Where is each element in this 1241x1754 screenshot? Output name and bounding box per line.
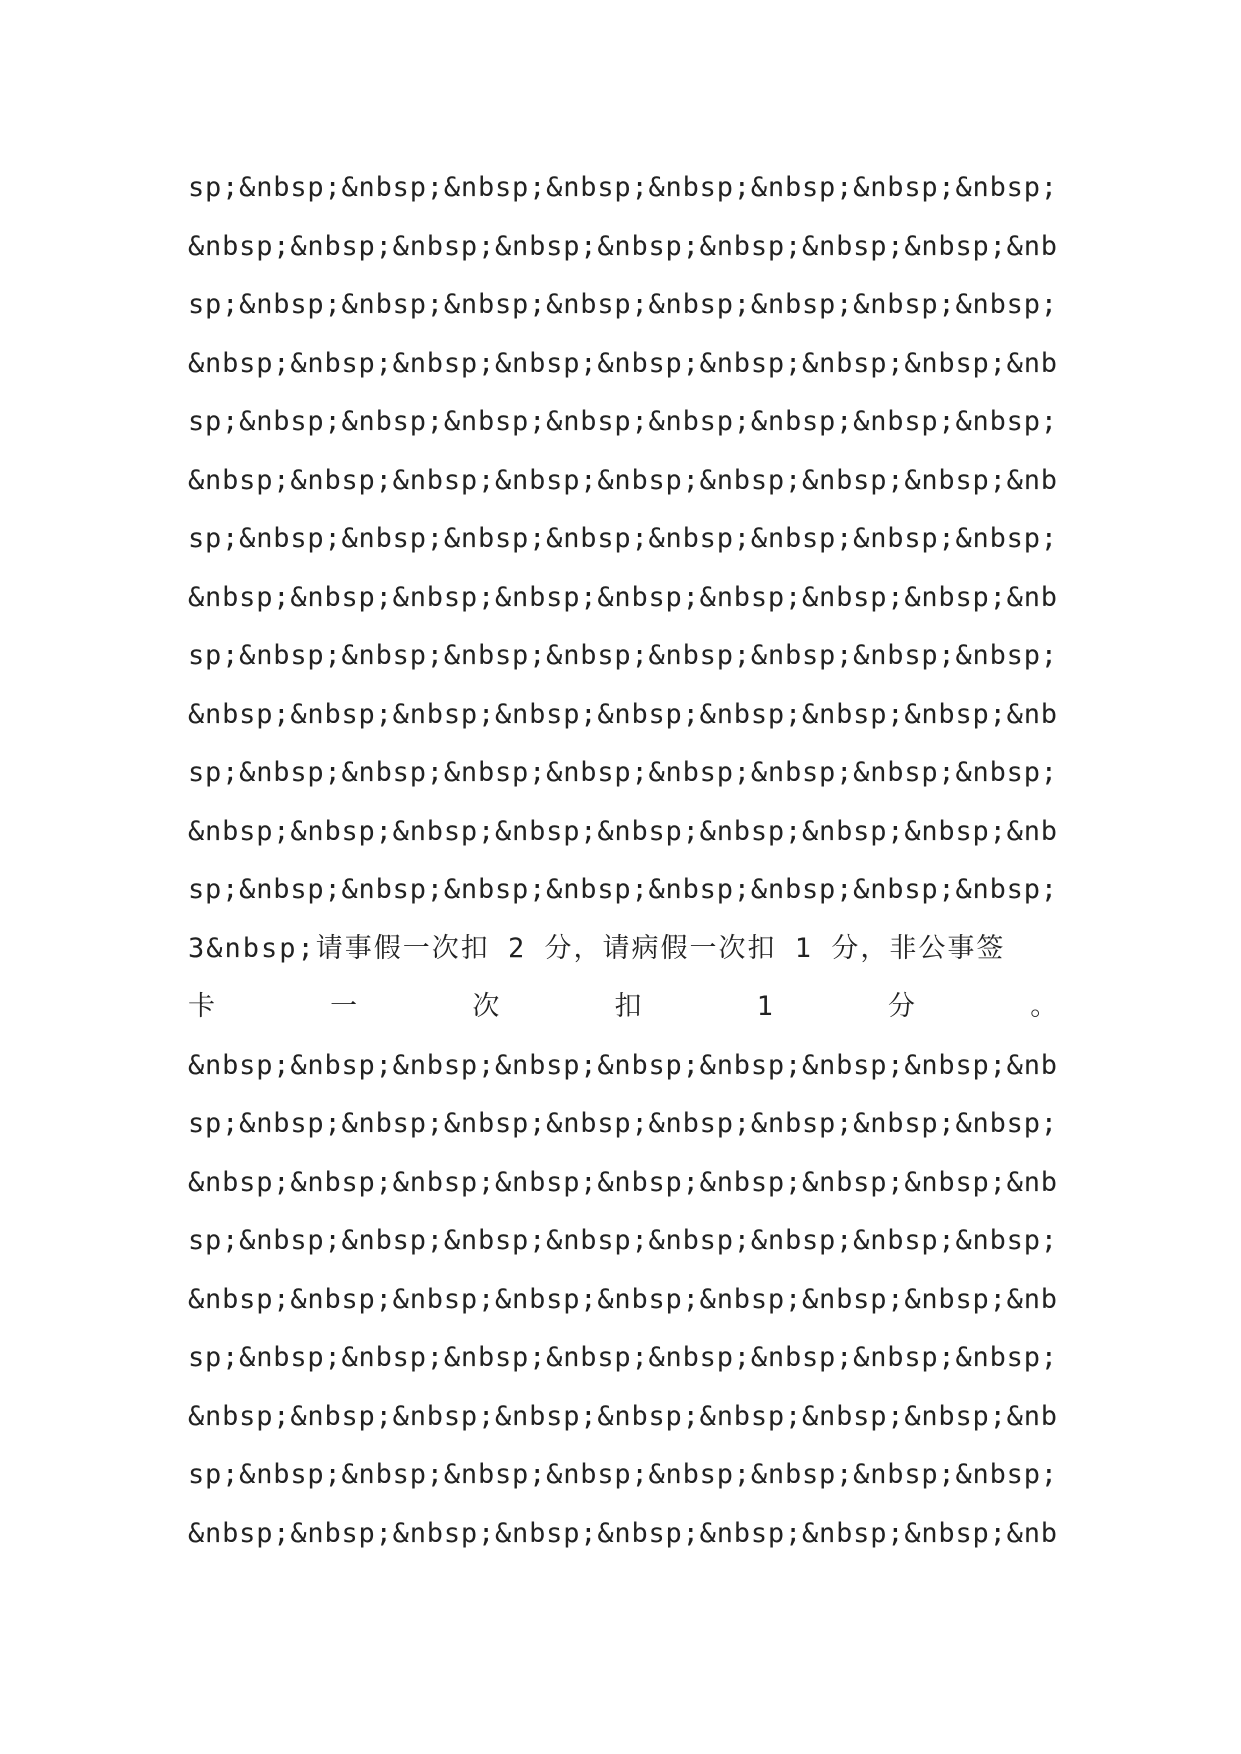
text-line: &nbsp;&nbsp;&nbsp;&nbsp;&nbsp;&nbsp;&nbsp;&nbsp;&nb <box>188 1517 1058 1549</box>
text-line: &nbsp;&nbsp;&nbsp;&nbsp;&nbsp;&nbsp;&nbsp;&nbsp;&nb <box>188 581 1058 613</box>
justified-char: 扣 <box>614 991 643 1022</box>
text-line: &nbsp;&nbsp;&nbsp;&nbsp;&nbsp;&nbsp;&nbsp;&nbsp;&nb <box>188 464 1058 496</box>
justified-char: 1 <box>756 991 774 1022</box>
text-line: sp;&nbsp;&nbsp;&nbsp;&nbsp;&nbsp;&nbsp;&nbsp;&nbsp; <box>188 1342 1058 1373</box>
rule-text-line: 3&nbsp;请事假一次扣 2 分，请病假一次扣 1 分，非公事签 <box>188 932 1006 964</box>
justified-char: 分 <box>888 991 916 1022</box>
text-line: &nbsp;&nbsp;&nbsp;&nbsp;&nbsp;&nbsp;&nbsp;&nbsp;&nb <box>188 230 1058 262</box>
text-line: &nbsp;&nbsp;&nbsp;&nbsp;&nbsp;&nbsp;&nbsp;&nbsp;&nb <box>188 1166 1058 1198</box>
justified-char: 卡 <box>188 991 216 1022</box>
document-body <box>188 159 1058 1563</box>
justified-char: 一 <box>330 991 358 1022</box>
justified-char: 。 <box>1030 991 1058 1022</box>
text-line: &nbsp;&nbsp;&nbsp;&nbsp;&nbsp;&nbsp;&nbsp;&nbsp;&nb <box>188 815 1058 847</box>
text-line: sp;&nbsp;&nbsp;&nbsp;&nbsp;&nbsp;&nbsp;&nbsp;&nbsp; <box>188 640 1058 671</box>
text-line: &nbsp;&nbsp;&nbsp;&nbsp;&nbsp;&nbsp;&nbsp;&nbsp;&nb <box>188 1049 1058 1081</box>
text-line: sp;&nbsp;&nbsp;&nbsp;&nbsp;&nbsp;&nbsp;&nbsp;&nbsp; <box>188 757 1058 788</box>
text-line: sp;&nbsp;&nbsp;&nbsp;&nbsp;&nbsp;&nbsp;&nbsp;&nbsp; <box>188 172 1058 203</box>
justified-text-line <box>188 978 1058 1037</box>
text-line: &nbsp;&nbsp;&nbsp;&nbsp;&nbsp;&nbsp;&nbsp;&nbsp;&nb <box>188 698 1058 730</box>
text-line: sp;&nbsp;&nbsp;&nbsp;&nbsp;&nbsp;&nbsp;&nbsp;&nbsp; <box>188 406 1058 437</box>
text-line: sp;&nbsp;&nbsp;&nbsp;&nbsp;&nbsp;&nbsp;&nbsp;&nbsp; <box>188 1459 1058 1490</box>
text-line: &nbsp;&nbsp;&nbsp;&nbsp;&nbsp;&nbsp;&nbsp;&nbsp;&nb <box>188 1283 1058 1315</box>
text-line: &nbsp;&nbsp;&nbsp;&nbsp;&nbsp;&nbsp;&nbsp;&nbsp;&nb <box>188 1400 1058 1432</box>
text-line: sp;&nbsp;&nbsp;&nbsp;&nbsp;&nbsp;&nbsp;&nbsp;&nbsp; <box>188 1108 1058 1139</box>
justified-char: 次 <box>472 991 501 1022</box>
text-line: sp;&nbsp;&nbsp;&nbsp;&nbsp;&nbsp;&nbsp;&nbsp;&nbsp; <box>188 289 1058 320</box>
text-line: sp;&nbsp;&nbsp;&nbsp;&nbsp;&nbsp;&nbsp;&nbsp;&nbsp; <box>188 874 1058 905</box>
text-line: &nbsp;&nbsp;&nbsp;&nbsp;&nbsp;&nbsp;&nbsp;&nbsp;&nb <box>188 347 1058 379</box>
text-line: sp;&nbsp;&nbsp;&nbsp;&nbsp;&nbsp;&nbsp;&nbsp;&nbsp; <box>188 523 1058 554</box>
text-line: sp;&nbsp;&nbsp;&nbsp;&nbsp;&nbsp;&nbsp;&nbsp;&nbsp; <box>188 1225 1058 1256</box>
